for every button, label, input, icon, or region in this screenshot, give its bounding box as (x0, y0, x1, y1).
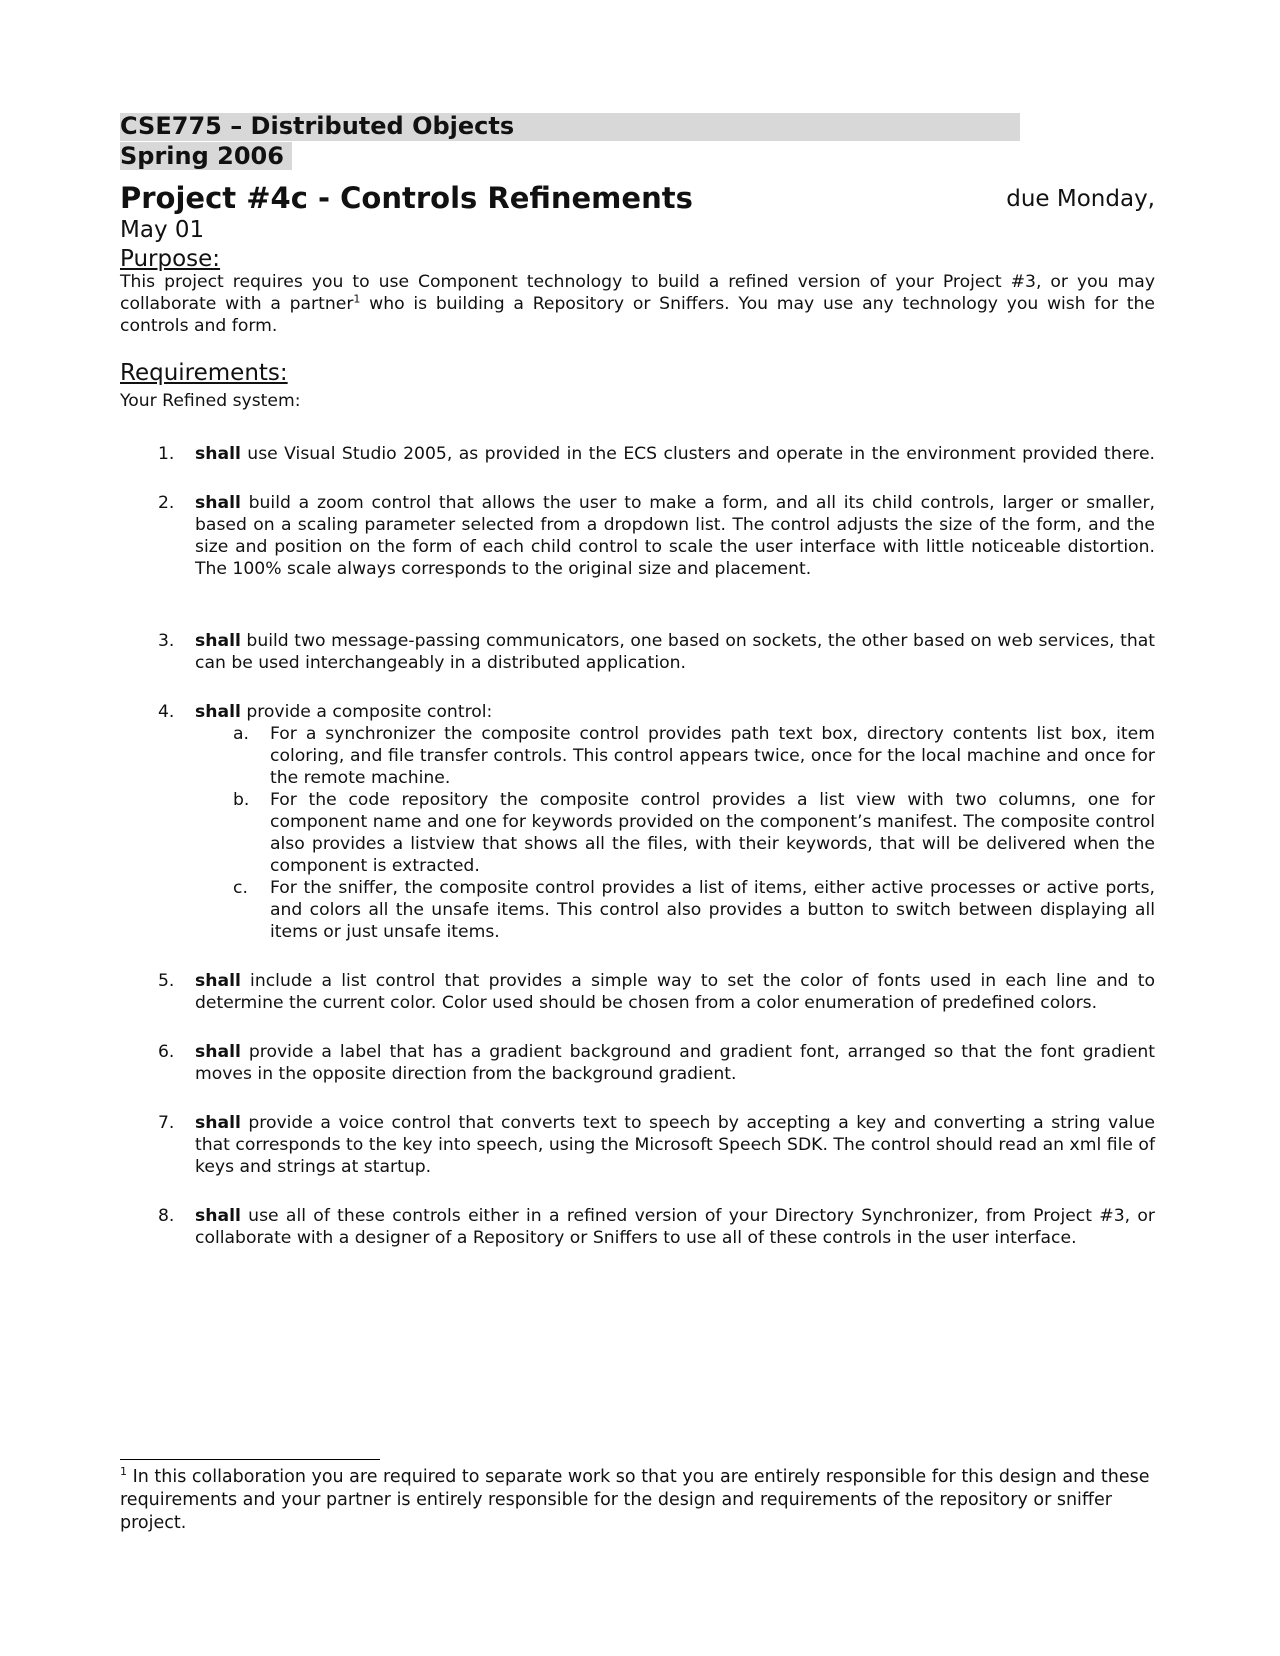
requirements-intro: Your Refined system: (120, 391, 301, 411)
item-number: 7. (158, 1113, 175, 1133)
footnote-text: In this collaboration you are required to separate work so that you are entirely responsible for this design and these requirements and your partner is entirely responsible for the design and requirements of the repository or sniffer project. (120, 1467, 1150, 1533)
list-item (120, 492, 1155, 580)
sub-list-item (195, 877, 1155, 943)
item-text: provide a composite control: (240, 702, 493, 722)
item-text: build two message-passing communicators, one based on sockets, the other based on web services, that can be used interchangeably in a distributed application. (195, 631, 1155, 673)
item-text: build a zoom control that allows the user to make a form, and all its child controls, larger or smaller, based on a scaling parameter selected from a dropdown list. The control adjusts the size of the form, and the size and position on the form of each child control to scale the user interface with little noticeable distortion. The 100% scale always corresponds to the original size and placement. (195, 493, 1155, 579)
document-page (120, 0, 1155, 1656)
sub-item-letter: b. (233, 790, 250, 810)
item-number: 4. (158, 702, 175, 722)
footnote (120, 1466, 1155, 1535)
list-item (120, 1112, 1155, 1178)
purpose-text (120, 271, 1155, 337)
course-term: Spring 2006 (120, 142, 284, 170)
requirements-heading: Requirements: (120, 360, 288, 386)
requirements-list (120, 443, 1155, 1276)
sub-item-letter: c. (233, 878, 248, 898)
sub-item-text: For the sniffer, the composite control provides a list of items, either active processes or active ports, and colors all the unsafe items. This control also provides a button to switch between displaying all items or just unsafe items. (270, 878, 1155, 942)
footnote-marker: 1 (120, 1465, 127, 1479)
item-keyword: shall (195, 702, 241, 722)
item-keyword: shall (195, 631, 241, 651)
item-number: 3. (158, 631, 175, 651)
item-keyword: shall (195, 493, 241, 513)
purpose-heading: Purpose: (120, 246, 221, 272)
list-item (120, 1205, 1155, 1249)
item-text: use Visual Studio 2005, as provided in the ECS clusters and operate in the environment provided there. (240, 444, 1155, 464)
list-item (120, 443, 1155, 465)
purpose-text-end: who is building a Repository or Sniffers. You may use any technology you wish for the controls and form. (120, 294, 1155, 336)
item-keyword: shall (195, 1042, 241, 1062)
item-keyword: shall (195, 1113, 241, 1133)
item-keyword: shall (195, 1206, 241, 1226)
sub-item-text: For a synchronizer the composite control provides path text box, directory contents list box, item coloring, and file transfer controls. This control appears twice, once for the local machine and once for the remote machine. (270, 724, 1155, 788)
item-text: use all of these controls either in a refined version of your Directory Synchronizer, from Project #3, or collaborate with a designer of a Repository or Sniffers to use all of these controls in the user interface. (195, 1206, 1155, 1248)
item-number: 5. (158, 971, 175, 991)
item-text: provide a voice control that converts text to speech by accepting a key and converting a string value that corresponds to the key into speech, using the Microsoft Speech SDK. The control should read an xml file of keys and strings at startup. (195, 1113, 1155, 1177)
item-text: provide a label that has a gradient background and gradient font, arranged so that the font gradient moves in the opposite direction from the background gradient. (195, 1042, 1155, 1084)
item-number: 2. (158, 493, 175, 513)
project-title: Project #4c - Controls Refinements (120, 181, 693, 215)
due-date: due Monday, (1006, 186, 1155, 212)
item-text: include a list control that provides a simple way to set the color of fonts used in each line and to determine the current color. Color used should be chosen from a color enumeration of predefined colors. (195, 971, 1155, 1013)
item-number: 1. (158, 444, 175, 464)
list-item (120, 970, 1155, 1014)
item-number: 6. (158, 1042, 175, 1062)
sub-list-item (195, 723, 1155, 789)
sub-item-text: For the code repository the composite control provides a list view with two columns, one for component name and one for keywords provided on the component’s manifest. The composite control also provides a listview that shows all the files, with their keywords, that will be delivered when the component is extracted. (270, 790, 1155, 876)
item-keyword: shall (195, 444, 241, 464)
footnote-reference[interactable]: 1 (353, 292, 361, 306)
sub-item-letter: a. (233, 724, 249, 744)
item-number: 8. (158, 1206, 175, 1226)
sub-list-item (195, 789, 1155, 877)
due-date-continued: May 01 (120, 217, 205, 243)
course-title: CSE775 – Distributed Objects (120, 112, 515, 140)
purpose-text-start: This project requires you to use Component technology to build a refined version of your Project #3, or you may collaborate with a partner (120, 272, 1155, 314)
list-item (120, 630, 1155, 674)
item-keyword: shall (195, 971, 241, 991)
list-item (120, 1041, 1155, 1085)
composite-control-sublist (195, 723, 1155, 943)
list-item (120, 701, 1155, 943)
footnote-separator (120, 1459, 380, 1460)
